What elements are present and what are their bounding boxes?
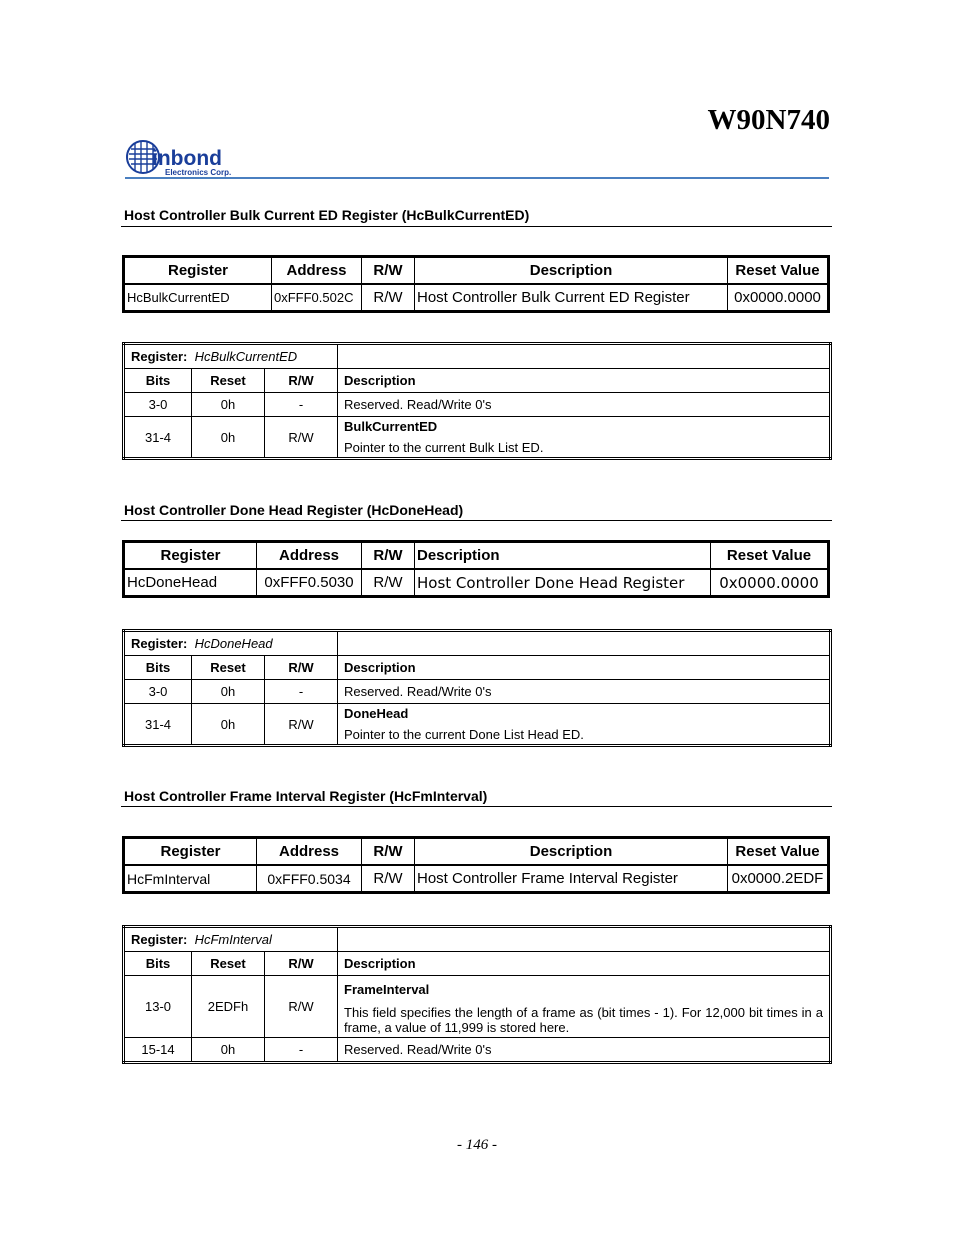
section-rule <box>121 520 832 521</box>
table-row: 13-0 2EDFh R/W FrameInterval This field specifies the length of a frame as (bit times - 1). For 12,000 bit times in a frame, a value of 11,999 is stored here. <box>124 976 831 1038</box>
register-summary-table: Register Address R/W Description Reset Value HcBulkCurrentED 0xFFF0.502C R/W Host Controller Bulk Current ED Register 0x0000.0000 <box>122 255 830 313</box>
bit-field-table: Register: HcFmInterval Bits Reset R/W Description 13-0 2EDFh R/W FrameInterval This field specifies the length of a frame as (bit times - 1). For 12,000 bit times in a frame, a value of 11,999 is stored here. 15-14 0h - Reserved. Read/Write 0's <box>122 925 832 1064</box>
svg-text:Electronics Corp.: Electronics Corp. <box>165 168 232 177</box>
document-title: W90N740 <box>707 104 830 136</box>
svg-text:inbond: inbond <box>152 147 222 170</box>
page-number: - 146 - <box>457 1137 497 1153</box>
table-row: 31-4 0h R/W DoneHead Pointer to the current Done List Head ED. <box>124 704 831 746</box>
table-row: 3-0 0h - Reserved. Read/Write 0's <box>124 680 831 704</box>
register-summary-table: Register Address R/W Description Reset Value HcDoneHead 0xFFF0.5030 R/W Host Controller Done Head Register 0x0000.0000 <box>122 540 830 598</box>
header-rule <box>125 177 829 179</box>
bit-field-table: Register: HcDoneHead Bits Reset R/W Description 3-0 0h - Reserved. Read/Write 0's 31-4 0h R/W DoneHead Pointer to the current Done List Head ED. <box>122 629 832 747</box>
winbond-logo <box>125 139 250 179</box>
section-rule <box>121 226 832 227</box>
section-title: Host Controller Done Head Register (HcDoneHead) <box>124 502 464 518</box>
section-title: Host Controller Frame Interval Register (HcFmInterval) <box>124 788 488 804</box>
register-summary-table: Register Address R/W Description Reset Value HcFmInterval 0xFFF0.5034 R/W Host Controller Frame Interval Register 0x0000.2EDF <box>122 836 830 894</box>
section-title: Host Controller Bulk Current ED Register (HcBulkCurrentED) <box>124 207 530 223</box>
table-row: 3-0 0h - Reserved. Read/Write 0's <box>124 393 831 417</box>
table-row: 15-14 0h - Reserved. Read/Write 0's <box>124 1038 831 1063</box>
section-rule <box>121 806 832 807</box>
table-row: 31-4 0h R/W BulkCurrentED Pointer to the current Bulk List ED. <box>124 417 831 459</box>
bit-field-table: Register: HcBulkCurrentED Bits Reset R/W Description 3-0 0h - Reserved. Read/Write 0's 31-4 0h R/W BulkCurrentED Pointer to the current Bulk List ED. <box>122 342 832 460</box>
